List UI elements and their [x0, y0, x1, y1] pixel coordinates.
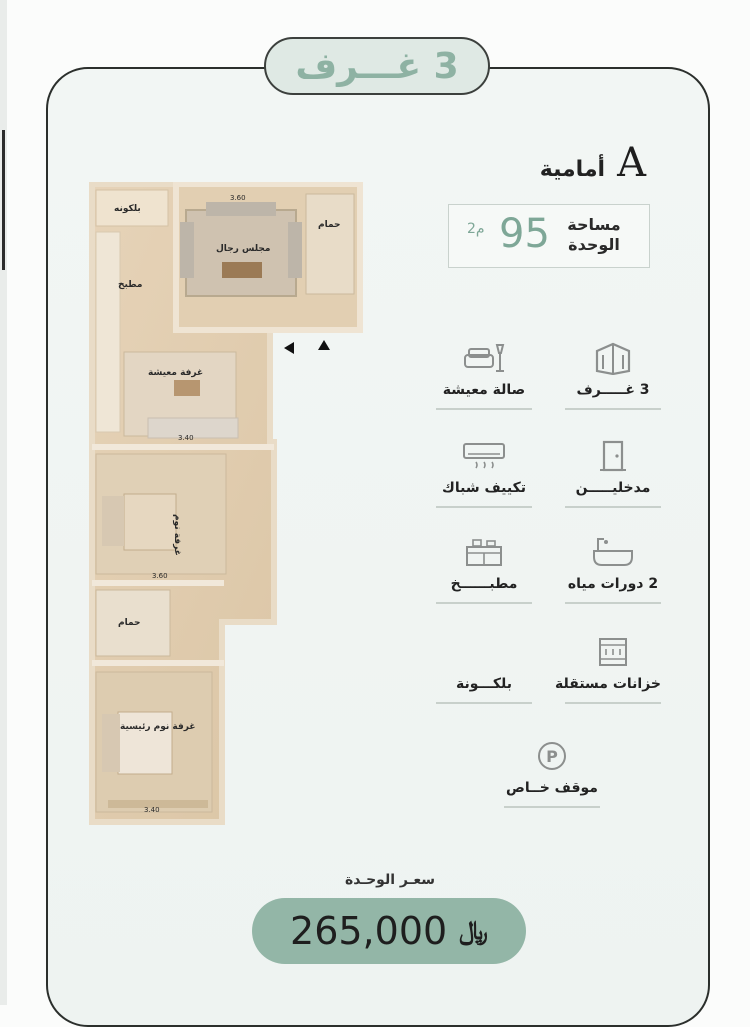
- feature-divider: [565, 602, 661, 604]
- scroll-indicator: [2, 130, 5, 270]
- feature-label: صالة معيشة: [442, 382, 526, 398]
- model-letter: A: [617, 140, 646, 186]
- feature-kitchen: [436, 532, 532, 612]
- feature-label: موقف خــاص: [506, 780, 598, 796]
- feature-bathrooms: [565, 532, 661, 612]
- area-unit: م2: [467, 221, 485, 237]
- feature-tanks: [555, 632, 661, 712]
- feature-living: [436, 338, 532, 418]
- plan-dim: 3.60: [230, 194, 246, 202]
- plan-label-master: غرفة نوم رئيسية: [120, 722, 196, 732]
- rooms-icon: [565, 338, 661, 378]
- price-badge: [252, 898, 526, 964]
- feature-label: 2 دورات مياه: [567, 576, 659, 592]
- feature-entrances: [565, 436, 661, 516]
- feature-divider: [504, 806, 600, 808]
- area-value: 95: [499, 211, 550, 257]
- svg-text:P: P: [546, 747, 558, 766]
- currency-icon: ﷼: [459, 915, 488, 946]
- feature-ac: [436, 436, 532, 516]
- plan-dim: 3.40: [178, 434, 194, 442]
- plan-label-kitchen: مطبخ: [118, 280, 143, 290]
- bathtub-icon: [565, 532, 661, 572]
- model-word: أمامية: [539, 157, 606, 182]
- sofa-icon: [436, 338, 532, 378]
- area-box: [448, 204, 650, 268]
- feature-label: 3 غـــــرف: [576, 382, 650, 398]
- plan-label-bath2: حمام: [118, 618, 141, 628]
- kitchen-icon: [436, 532, 532, 572]
- feature-divider: [565, 408, 661, 410]
- plan-label-living: غرفة معيشة: [148, 368, 204, 378]
- left-edge-bar: [0, 0, 7, 1005]
- plan-label-bath1: حمام: [318, 220, 341, 230]
- feature-divider: [565, 506, 661, 508]
- title-badge: [264, 37, 490, 95]
- door-icon: [565, 436, 661, 476]
- feature-label: مطبــــــخ: [450, 576, 518, 592]
- title-text: 3 غـــرف: [295, 45, 459, 87]
- feature-label: خزانات مستقلة: [555, 676, 661, 692]
- plan-label-majlis: مجلس رجال: [216, 244, 271, 254]
- feature-divider: [436, 602, 532, 604]
- tank-icon: [565, 632, 661, 672]
- price-label: سعـر الوحـدة: [344, 872, 436, 888]
- plan-label-balcony: بلكونه: [114, 204, 141, 214]
- feature-parking: [504, 736, 600, 816]
- feature-label: تكييف شباك: [442, 480, 526, 496]
- ac-icon: [436, 436, 532, 476]
- feature-divider: [436, 702, 532, 704]
- feature-rooms: [565, 338, 661, 418]
- plan-dim: 3.60: [152, 572, 168, 580]
- area-label: مساحة الوحدة: [567, 215, 621, 254]
- parking-icon: [504, 736, 600, 776]
- plan-dim: 3.40: [144, 806, 160, 814]
- plan-label-bedroom: غرفة نوم: [172, 514, 182, 556]
- feature-balcony: [436, 632, 532, 712]
- model-heading: [540, 140, 646, 186]
- price-value: 265,000: [290, 909, 448, 953]
- feature-label: بلكـــونة: [456, 676, 512, 692]
- feature-label: مدخليـــــن: [575, 480, 651, 496]
- floor-plan: [88, 182, 368, 832]
- feature-divider: [565, 702, 661, 704]
- feature-divider: [436, 408, 532, 410]
- balcony-icon: [436, 632, 532, 672]
- feature-divider: [436, 506, 532, 508]
